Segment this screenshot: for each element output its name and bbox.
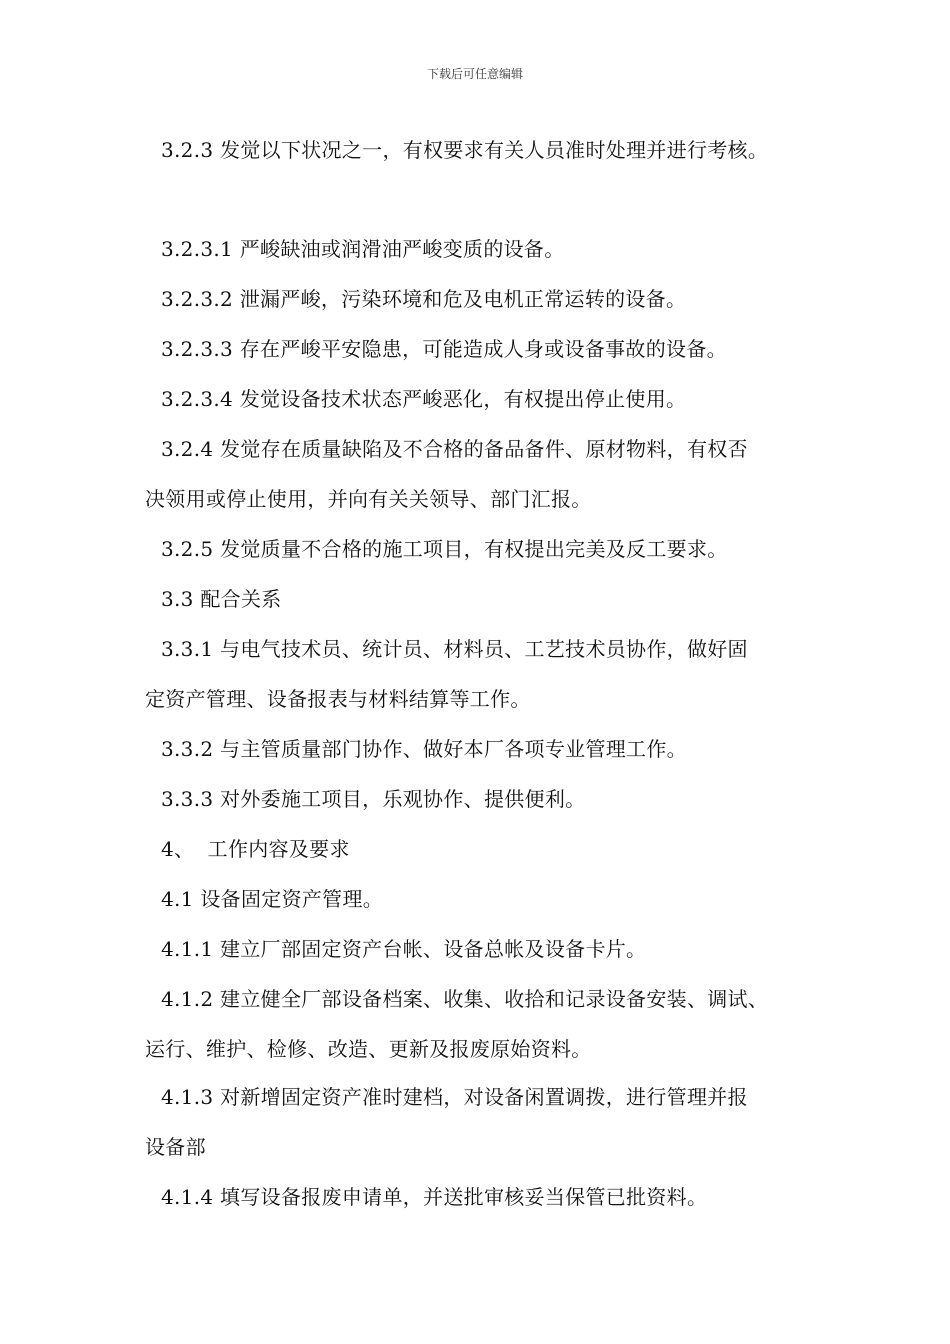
text-line-4-1-3-cont: 设备部 <box>145 1135 206 1159</box>
text-line-4-1-4: 4.1.4 填写设备报废申请单，并送批审核妥当保管已批资料。 <box>161 1185 708 1209</box>
text-line-3-2-4: 3.2.4 发觉存在质量缺陷及不合格的备品备件、原材物料，有权否 <box>161 437 748 461</box>
text-line-4-1-2-cont: 运行、维护、检修、改造、更新及报废原始资料。 <box>145 1037 592 1061</box>
text-line-3-2-4-cont: 决领用或停止使用，并向有关关领导、部门汇报。 <box>145 487 592 511</box>
text-line-3-3-3: 3.3.3 对外委施工项目，乐观协作、提供便利。 <box>161 787 586 811</box>
text-line-3-2-3: 3.2.3 发觉以下状况之一，有权要求有关人员准时处理并进行考核。 <box>161 138 769 162</box>
section-heading-3-3: 3.3 配合关系 <box>161 587 282 611</box>
text-line-3-2-3-4: 3.2.3.4 发觉设备技术状态严峻恶化，有权提出停止使用。 <box>161 387 687 411</box>
section-heading-4-1: 4.1 设备固定资产管理。 <box>161 887 384 911</box>
text-line-3-3-1: 3.3.1 与电气技术员、统计员、材料员、工艺技术员协作，做好固 <box>161 637 748 661</box>
text-line-3-2-3-2: 3.2.3.2 泄漏严峻，污染环境和危及电机正常运转的设备。 <box>161 287 687 311</box>
section-heading-4: 4、 工作内容及要求 <box>161 837 350 861</box>
text-line-4-1-2: 4.1.2 建立健全厂部设备档案、收集、收拾和记录设备安装、调试、 <box>161 987 769 1011</box>
text-line-3-2-3-1: 3.2.3.1 严峻缺油或润滑油严峻变质的设备。 <box>161 237 565 261</box>
text-line-4-1-3: 4.1.3 对新增固定资产准时建档，对设备闲置调拨，进行管理并报 <box>161 1085 748 1109</box>
text-line-3-2-5: 3.2.5 发觉质量不合格的施工项目，有权提出完美及反工要求。 <box>161 537 728 561</box>
text-line-4-1-1: 4.1.1 建立厂部固定资产台帐、设备总帐及设备卡片。 <box>161 937 647 961</box>
text-line-3-2-3-3: 3.2.3.3 存在严峻平安隐患，可能造成人身或设备事故的设备。 <box>161 337 727 361</box>
page-header: 下载后可任意编辑 <box>426 67 523 81</box>
text-line-3-3-2: 3.3.2 与主管质量部门协作、做好本厂各项专业管理工作。 <box>161 737 687 761</box>
text-line-3-3-1-cont: 定资产管理、设备报表与材料结算等工作。 <box>145 687 531 711</box>
